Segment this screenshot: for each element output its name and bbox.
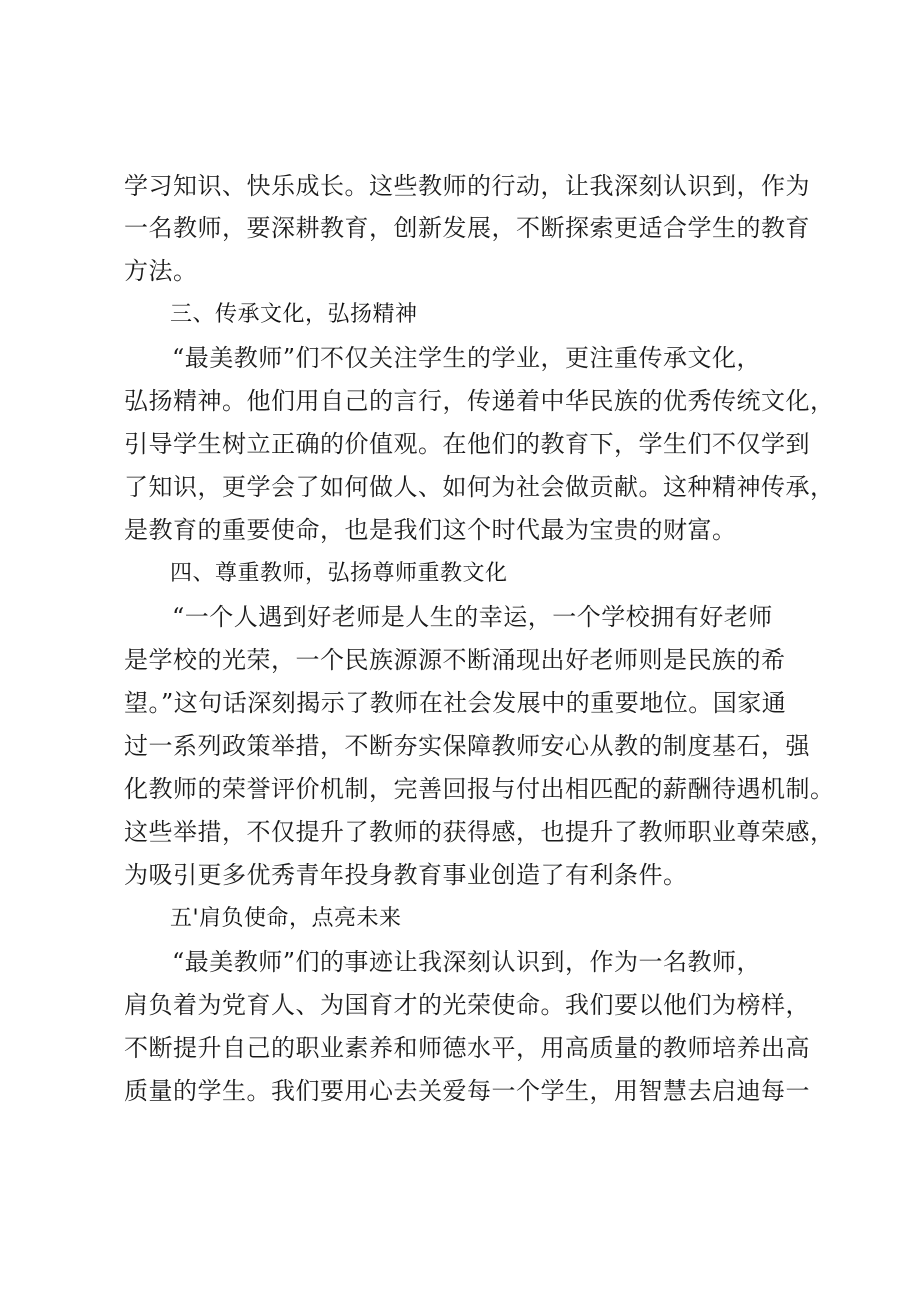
paragraph-line: “最美教师”们不仅关注学生的学业，更注重传承文化， — [172, 344, 762, 372]
paragraph-line: 为吸引更多优秀青年投身教育事业创造了有利条件。 — [124, 861, 688, 889]
paragraph-line: 是学校的光荣，一个民族源源不断涌现出好老师则是民族的希 — [124, 646, 786, 674]
paragraph-line: 望。”这句话深刻揭示了教师在社会发展中的重要地位。国家通 — [124, 689, 787, 717]
section-heading-3: 三、传承文化，弘扬精神 — [170, 302, 418, 327]
paragraph-line: 一名教师，要深耕教育，创新发展，不断探索更适合学生的教育 — [124, 214, 810, 242]
paragraph-line: 这些举措，不仅提升了教师的获得感，也提升了教师职业尊荣感， — [124, 818, 835, 846]
paragraph-line: 了知识，更学会了如何做人、如何为社会做贡献。这种精神传承， — [124, 473, 835, 501]
section-heading-4: 四、尊重教师，弘扬尊师重教文化 — [170, 561, 508, 586]
paragraph-line: “最美教师”们的事迹让我深刻认识到，作为一名教师， — [172, 948, 762, 976]
paragraph-line: 过一系列政策举措，不断夯实保障教师安心从教的制度基石，强 — [124, 732, 810, 760]
paragraph-line: 学习知识、快乐成长。这些教师的行动，让我深刻认识到，作为 — [124, 172, 810, 200]
paragraph-line: 弘扬精神。他们用自己的言行，传递着中华民族的优秀传统文化， — [124, 387, 835, 415]
paragraph-line: 不断提升自己的职业素养和师德水平，用高质量的教师培养出高 — [124, 1034, 810, 1062]
paragraph-line: 引导学生树立正确的价值观。在他们的教育下，学生们不仅学到 — [124, 430, 810, 458]
paragraph-line: 质量的学生。我们要用心去关爱每一个学生，用智慧去启迪每一 — [124, 1077, 810, 1105]
paragraph-line: 化教师的荣誉评价机制，完善回报与付出相匹配的薪酬待遇机制。 — [124, 775, 835, 803]
paragraph-line: 方法。 — [124, 257, 198, 285]
section-heading-5: 五'肩负使命，点亮未来 — [170, 906, 402, 931]
paragraph-line: “一个人遇到好老师是人生的幸运，一个学校拥有好老师 — [172, 603, 773, 631]
paragraph-line: 是教育的重要使命，也是我们这个时代最为宝贵的财富。 — [124, 516, 737, 544]
paragraph-line: 肩负着为党育人、为国育才的光荣使命。我们要以他们为榜样， — [124, 991, 810, 1019]
